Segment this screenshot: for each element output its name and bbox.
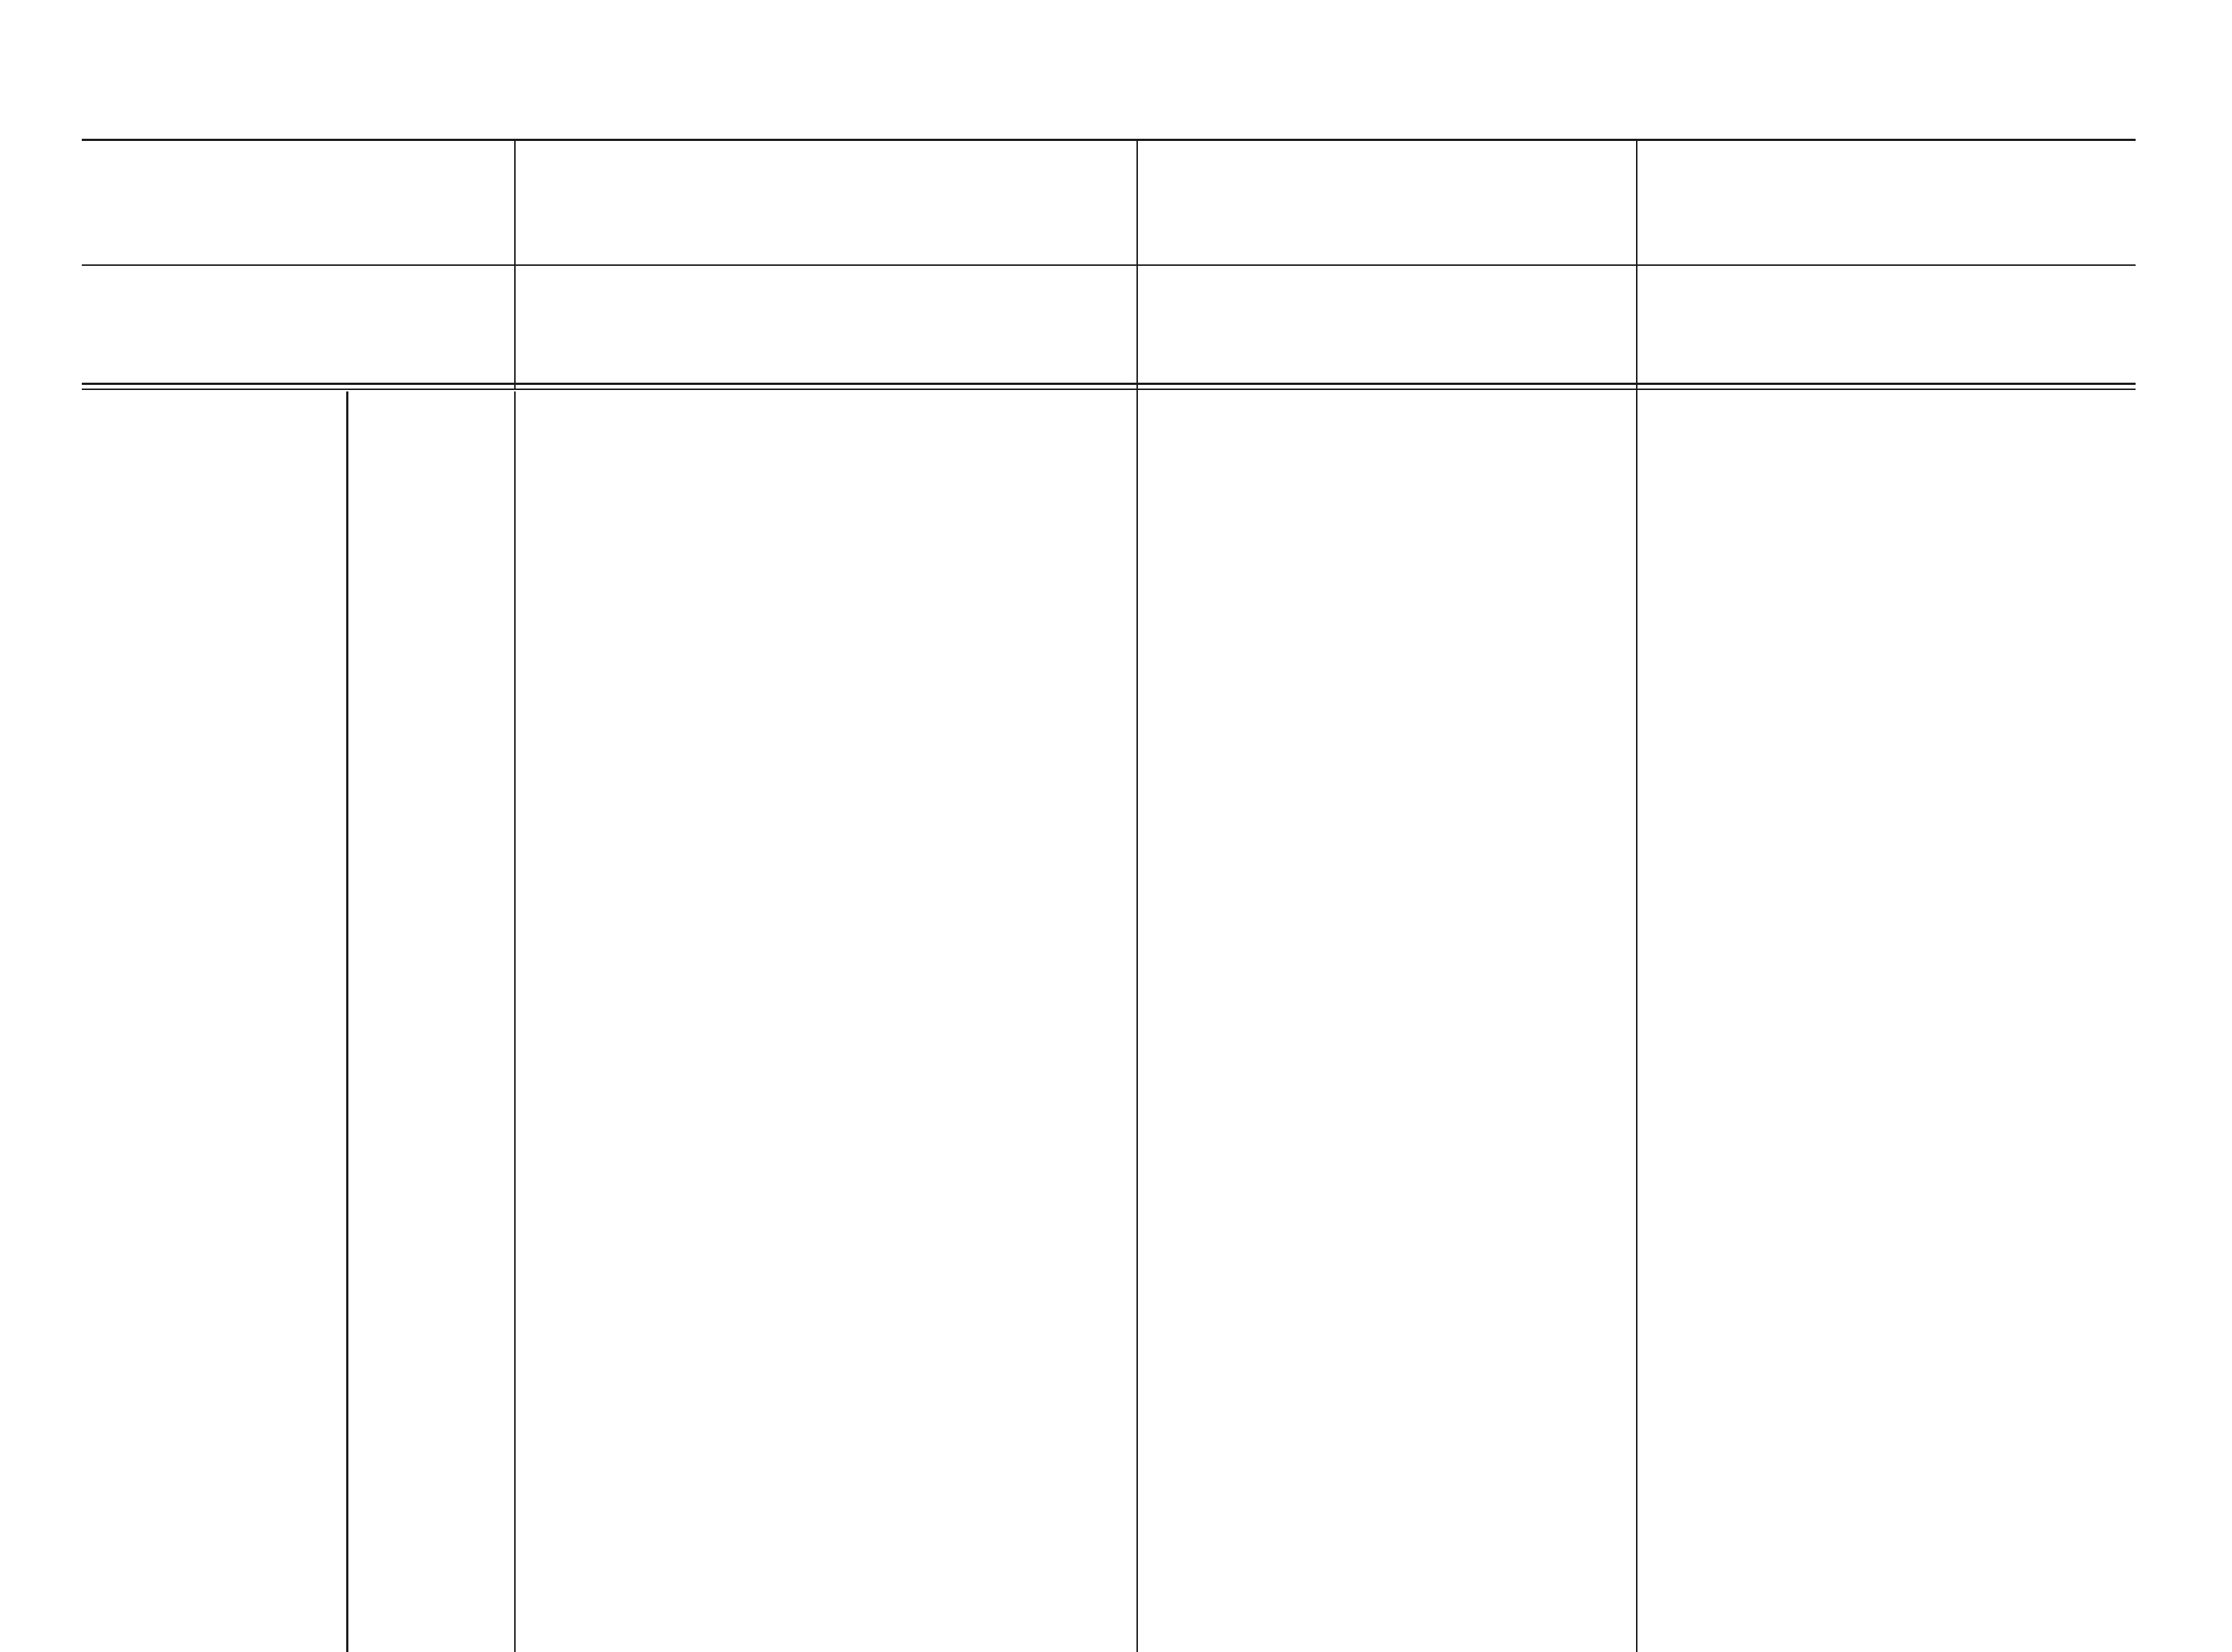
header-bottom-rule-2: [82, 389, 2136, 390]
tooth-number-rule: [346, 391, 348, 1652]
group-divider-22: [1136, 140, 1138, 1652]
table-top-rule: [82, 139, 2136, 141]
header-bottom-rule: [82, 383, 2136, 385]
group-divider-25: [1636, 140, 1637, 1652]
body-divider: [514, 391, 516, 1652]
header-sep: [82, 264, 514, 266]
codes-bottom-rule: [514, 264, 2136, 266]
